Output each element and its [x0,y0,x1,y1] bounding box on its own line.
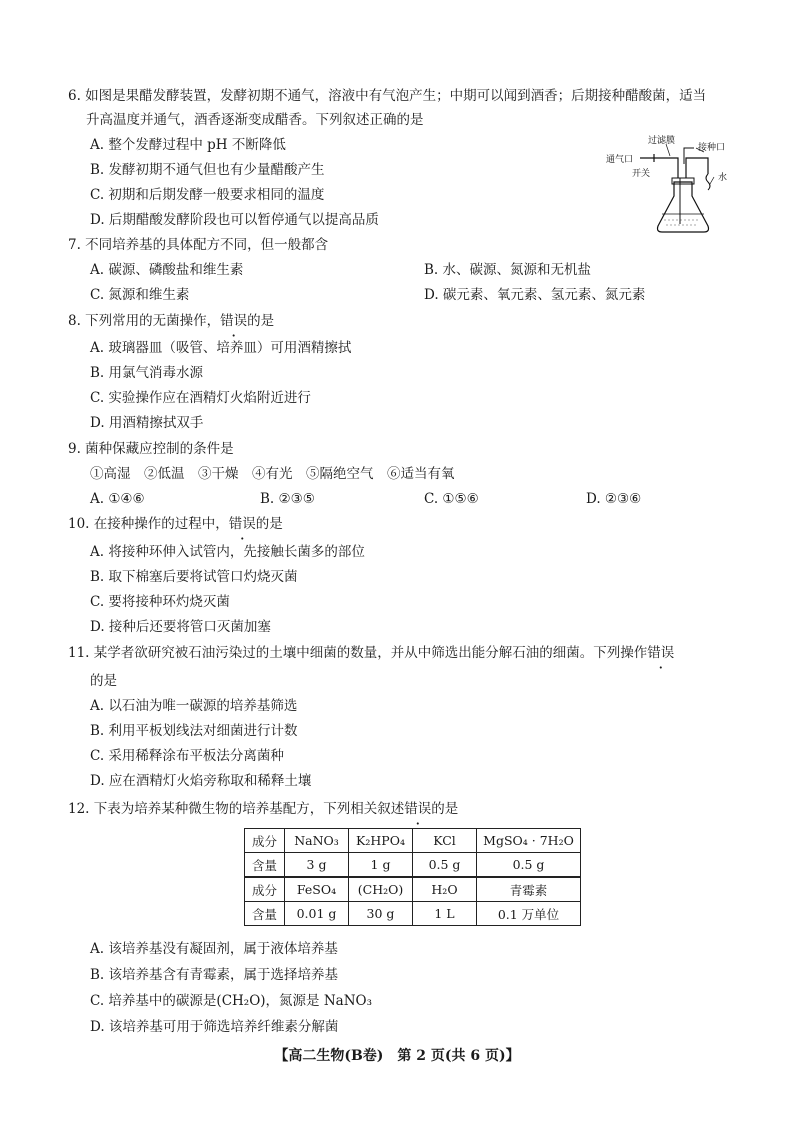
q12-stem-pre: 12. 下表为培养某种微生物的培养基配方，下列相关叙述 [68,801,405,817]
q7-option-b: B. 水、碳源、氮源和无机盐 [424,262,592,278]
q12-option-b: B. 该培养基含有青霉素，属于选择培养基 [90,967,339,983]
q7-option-d: D. 碳元素、氧元素、氢元素、氮元素 [424,287,646,303]
diagram-label-air-inlet: 通气口 [606,155,634,165]
q6-stem-line1: 6. 如图是果醋发酵装置，发酵初期不通气，溶液中有气泡产生；中期可以闻到酒香；后期接种醋酸菌，适当 [68,88,707,104]
table-cell: 含量 [245,902,285,926]
table-cell: (CH₂O) [349,877,413,902]
q9-conditions: ①高湿 ②低温 ③干燥 ④有光 ⑤隔绝空气 ⑥适当有氧 [90,466,455,482]
q10-option-b: B. 取下棉塞后要将试管口灼烧灭菌 [90,569,298,585]
q6-stem-line2: 升高温度并通气，酒香逐渐变成醋香。下列叙述正确的是 [86,112,424,128]
q10-stem-post: 的是 [255,516,283,532]
q11-option-a: A. 以石油为唯一碳源的培养基筛选 [90,698,298,714]
q11-stem-line1 [68,644,674,662]
q11-stem-pre: 11. 某学者欲研究被石油污染过的土壤中细菌的数量，并从中筛选出能分解石油的细菌。下列操作 [68,645,648,661]
q12-stem-emphasis: 错误 [404,801,432,817]
table-cell: 1 g [349,853,413,878]
table-cell: K₂HPO₄ [349,829,413,853]
q7-stem: 7. 不同培养基的具体配方不同，但一般都含 [68,237,329,253]
q12-option-d: D. 该培养基可用于筛选培养纤维素分解菌 [90,1019,339,1035]
q12-option-c: C. 培养基中的碳源是(CH₂O)，氮源是 NaNO₃ [90,993,372,1009]
q8-option-a: A. 玻璃器皿（吸管、培养皿）可用酒精擦拭 [90,340,352,356]
q9-option-c: C. ①⑤⑥ [424,491,479,507]
q8-option-b: B. 用氯气消毒水源 [90,365,204,381]
table-cell: 青霉素 [477,877,581,902]
table-cell: 0.5 g [477,853,581,878]
table-cell: 30 g [349,902,413,926]
diagram-label-switch: 开关 [632,169,651,179]
q8-stem-pre: 8. 下列常用的无菌操作， [68,313,221,329]
q10-stem-pre: 10. 在接种操作的过程中， [68,516,229,532]
q10-stem-emphasis: 错误 [228,516,256,532]
q10-stem [68,515,283,533]
q11-stem-emphasis: 错误 [647,645,675,661]
diagram-label-filter: 过滤膜 [648,136,676,146]
q11-option-b: B. 利用平板划线法对细菌进行计数 [90,723,298,739]
table-cell: H₂O [413,877,477,902]
q6-option-c: C. 初期和后期发酵一般要求相同的温度 [90,187,325,203]
table-cell: 0.5 g [413,853,477,878]
table-cell: NaNO₃ [285,829,349,853]
q9-option-a: A. ①④⑥ [90,491,145,507]
q6-option-d: D. 后期醋酸发酵阶段也可以暂停通气以提高品质 [90,212,379,228]
table-row [245,853,581,878]
q9-stem: 9. 菌种保藏应控制的条件是 [68,441,234,457]
q8-option-d: D. 用酒精擦拭双手 [90,415,204,431]
table-cell: 成分 [245,829,285,853]
q9-option-d: D. ②③⑥ [586,491,642,507]
medium-formula-table [244,828,581,926]
q8-stem [68,312,274,330]
q6-option-a: A. 整个发酵过程中 pH 不断降低 [90,137,286,153]
table-cell: 含量 [245,853,285,878]
table-cell: 0.1 万单位 [477,902,581,926]
table-cell: 成分 [245,877,285,902]
fermentation-apparatus-diagram [600,134,780,242]
table-cell: MgSO₄ · 7H₂O [477,829,581,853]
table-cell: KCl [413,829,477,853]
q6-option-b: B. 发酵初期不通气但也有少量醋酸产生 [90,162,325,178]
table-row [245,877,581,902]
q11-option-d: D. 应在酒精灯火焰旁称取和稀释土壤 [90,773,312,789]
table-cell: 3 g [285,853,349,878]
flask-icon [658,182,709,232]
table-row [245,902,581,926]
q12-stem-post: 的是 [431,801,459,817]
q12-option-a: A. 该培养基没有凝固剂，属于液体培养基 [90,941,338,957]
q9-option-b: B. ②③⑤ [260,491,315,507]
q10-option-a: A. 将接种环伸入试管内，先接触长菌多的部位 [90,544,365,560]
q10-option-d: D. 接种后还要将管口灭菌加塞 [90,619,271,635]
q7-option-c: C. 氮源和维生素 [90,287,190,303]
table-cell: 0.01 g [285,902,349,926]
q11-option-c: C. 采用稀释涂布平板法分离菌种 [90,748,284,764]
table-cell: 1 L [413,902,477,926]
q12-stem [68,800,458,818]
q10-option-c: C. 要将接种环灼烧灭菌 [90,594,230,610]
page-footer: 【高二生物(B卷) 第 2 页(共 6 页)】 [274,1048,520,1064]
table-row [245,829,581,853]
table-cell: FeSO₄ [285,877,349,902]
q11-stem-line2: 的是 [90,673,117,689]
diagram-label-water: 水 [718,173,728,183]
q8-stem-post: 的是 [247,313,275,329]
q7-option-a: A. 碳源、磷酸盐和维生素 [90,262,244,278]
q8-option-c: C. 实验操作应在酒精灯火焰附近进行 [90,390,311,406]
q8-stem-emphasis: 错误 [220,313,248,329]
diagram-label-inoculation: 接种口 [698,143,726,153]
